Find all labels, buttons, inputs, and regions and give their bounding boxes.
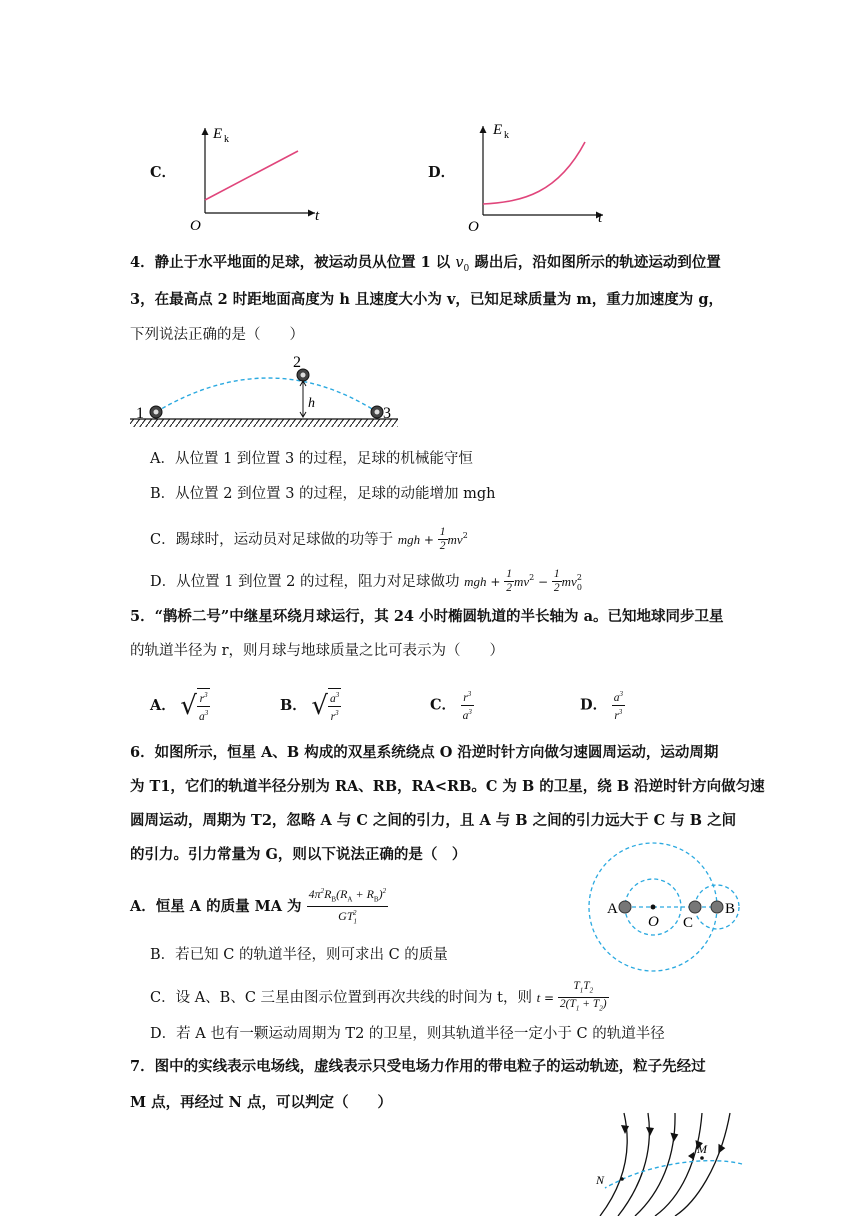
q4-stem-line2: 3，在最高点 2 时距地面高度为 h 且速度大小为 v，已知足球质量为 m，重力加速度为 g， [130, 291, 723, 308]
q5-stem-line1: 5．“鹊桥二号”中继星环绕月球运行，其 24 小时椭圆轨道的半长轴为 a。已知地球同步卫星 [130, 608, 724, 625]
ylabel-sub: k [504, 130, 509, 141]
q6-option-c: C．设 A、B、C 三星由图示位置到再次共线的时间为 t，则 t = $\frac{T_1T_2}{2(T_1 + T_2)}$ [150, 980, 607, 1013]
q5-option-a: A． √ $\frac{r^3}{a^3}$ [150, 688, 210, 724]
label-a: A [607, 901, 618, 917]
q4-option-d: D．从位置 1 到位置 2 的过程，阻力对足球做功 mgh + $\frac{1}{2}$ $mv^2$ − $\frac{1}{2}$ $mv^2_0$ [150, 568, 583, 595]
ek-line [205, 151, 298, 200]
label-o: O [648, 914, 659, 930]
q5-option-c: C． $\frac{r^3}{a^3}$ [430, 690, 472, 722]
q5-option-d: D． $\frac{a^3}{r^3}$ [580, 690, 623, 722]
q6-stem-line3: 圆周运动，周期为 T2，忽略 A 与 C 之间的引力，且 A 与 B 之间的引力远大于 C 与 B 之间 [130, 812, 737, 829]
star-a [619, 901, 631, 913]
q4-trajectory-figure [130, 352, 400, 432]
q4-option-c: C．踢球时，运动员对足球做的功等于 mgh + $\frac{1}{2}$ $mv^2$ [150, 526, 468, 553]
q4-option-b: B．从位置 2 到位置 3 的过程，足球的动能增加 mgh [150, 486, 496, 502]
q4-stem-line1: 4．静止于水平地面的足球，被运动员从位置 1 以 $v_0$ 踢出后，沿如图所示的轨迹运动到位置 [130, 254, 721, 274]
point-n [620, 1177, 624, 1181]
q7-field-figure [580, 1108, 750, 1216]
q7-stem-line1: 7．图中的实线表示电场线，虚线表示只受电场力作用的带电粒子的运动轨迹，粒子先经过 [130, 1058, 706, 1075]
h-label: h [308, 396, 315, 411]
field-arrows [621, 1125, 726, 1155]
xlabel: t [315, 208, 320, 224]
label-3: 3 [383, 405, 391, 422]
trajectory [156, 378, 377, 412]
q6-option-d: D．若 A 也有一颗运动周期为 T2 的卫星，则其轨道半径一定小于 C 的轨道半径 [150, 1026, 665, 1042]
q5-stem-line2: 的轨道半径为 r，则月球与地球质量之比可表示为（ ） [130, 643, 505, 659]
ylabel: E [493, 122, 503, 138]
star-b [711, 901, 723, 913]
label-c: C [683, 915, 694, 931]
q5-option-b: B． √ $\frac{a^3}{r^3}$ [280, 688, 341, 724]
q6-stem-line2: 为 T1，它们的轨道半径分别为 RA、RB，RA<RB。C 为 B 的卫星，绕 B 沿逆时针方向做匀速 [130, 778, 765, 795]
center-o [651, 905, 656, 910]
q6-option-a: A．恒星 A 的质量 MA 为 $\frac{4\pi^2R_B(R_A + R_B)^2}{GT_1^2}$ [130, 887, 387, 926]
option-c-label: C． [150, 164, 177, 181]
q6-stem-line1: 6．如图所示，恒星 A、B 构成的双星系统绕点 O 沿逆时针方向做匀速圆周运动，运动周期 [130, 744, 719, 761]
ylabel: E [213, 126, 223, 142]
origin-label: O [190, 218, 201, 233]
graph-d [463, 118, 618, 233]
q6-binary-star-figure [585, 836, 755, 982]
q4-stem-line3: 下列说法正确的是（ ） [130, 327, 304, 343]
ylabel-sub: k [224, 134, 229, 145]
q4-option-a: A．从位置 1 到位置 3 的过程，足球的机械能守恒 [150, 451, 473, 467]
path-arrow [688, 1152, 694, 1160]
particle-path [605, 1161, 742, 1188]
origin-label: O [468, 219, 479, 233]
ball-1 [150, 406, 162, 418]
ground-hatch [130, 419, 398, 427]
ek-curve [483, 142, 585, 204]
label-m: M [697, 1142, 707, 1156]
q7-stem-line2: M 点，再经过 N 点，可以判定（ ） [130, 1094, 392, 1111]
field-lines [600, 1113, 730, 1216]
ball-3 [371, 406, 383, 418]
label-b: B [725, 901, 736, 917]
graph-c [185, 118, 335, 233]
point-m [700, 1156, 704, 1160]
label-2: 2 [293, 354, 301, 371]
q6-option-b: B．若已知 C 的轨道半径，则可求出 C 的质量 [150, 947, 448, 963]
satellite-c [689, 901, 701, 913]
option-d-label: D． [428, 164, 456, 181]
xlabel: t [598, 210, 603, 226]
q6-stem-line4: 的引力。引力常量为 G，则以下说法正确的是（ ） [130, 846, 467, 863]
label-1: 1 [136, 405, 144, 422]
label-n: N [596, 1173, 605, 1187]
